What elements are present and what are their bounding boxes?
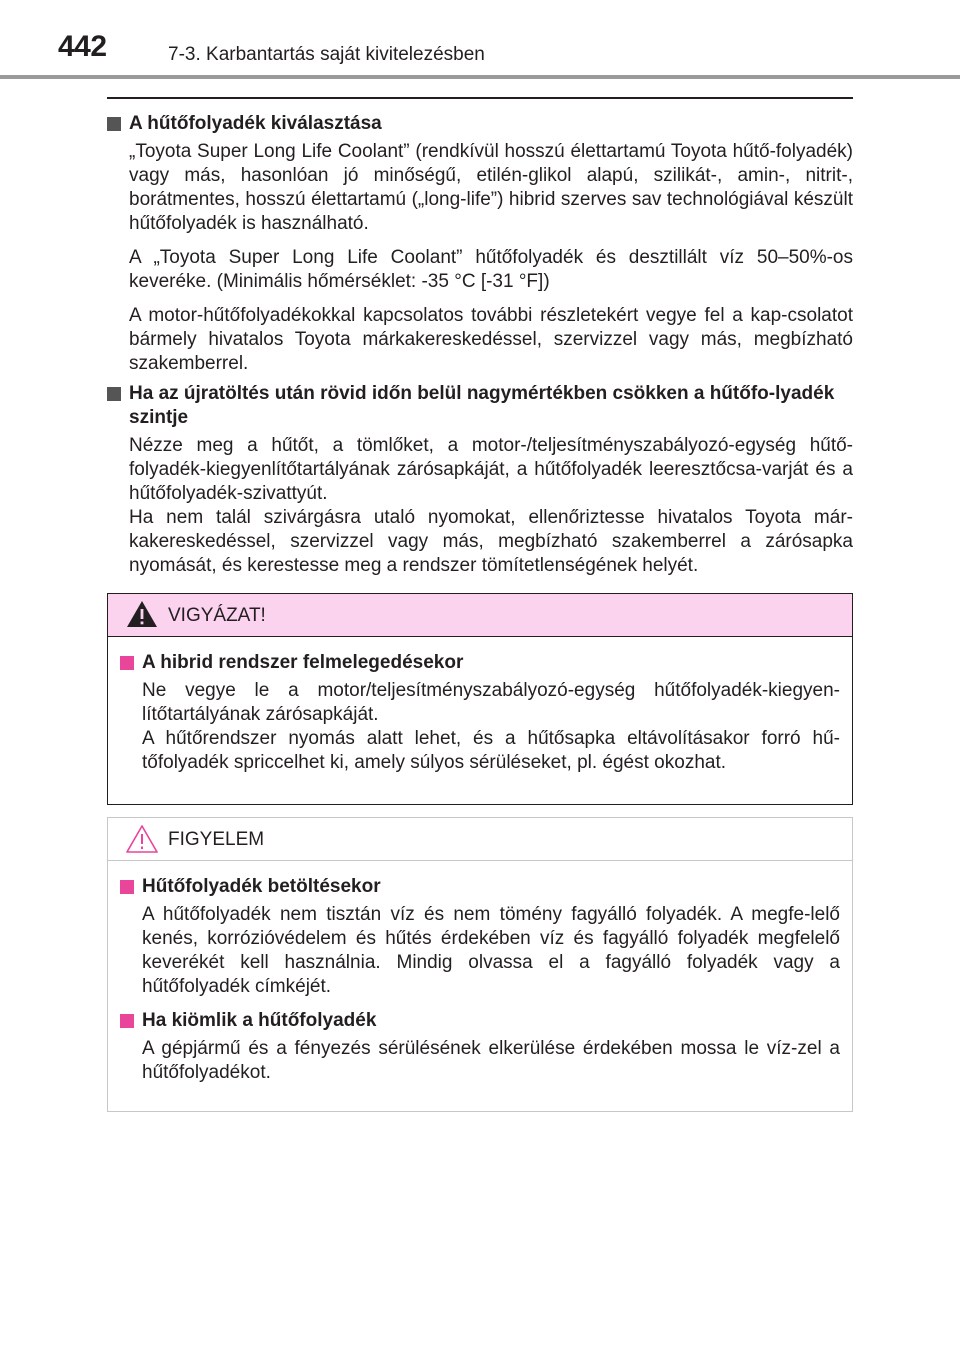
bullet-square-icon [120,656,134,670]
paragraph: „Toyota Super Long Life Coolant” (rendkívül hosszú élettartamú Toyota hűtő-folyadék) vagy más, hasonlóan jó minőségű, etilén-glikol alapú, szilikát-, amin-, nitrit-, borátmentes, hosszú élettartamú („long-life”) hibrid szerves sav technológiával készült hűtőfolyadék is használható. [129,141,853,234]
paragraph: A „Toyota Super Long Life Coolant” hűtőfolyadék és desztillált víz 50–50%-os keveréke. (Minimális hőmérséklet: -35 °C [-31 °F]) [129,247,853,292]
notice-item-title: Ha kiömlik a hűtőfolyadék [120,1009,840,1033]
notice-item-title: Hűtőfolyadék betöltésekor [120,875,840,899]
caution-title: A hibrid rendszer felmelegedésekor [120,651,840,675]
section-title: Ha az újratöltés után rövid időn belül nagymértékben csökken a hűtőfo-lyadék szintje [107,382,853,430]
page-header [0,0,960,78]
header-divider [0,75,960,79]
bullet-square-icon [120,1014,134,1028]
paragraph: A motor-hűtőfolyadékokkal kapcsolatos további részletekért vegye fel a kap-csolatot bármely hivatalos Toyota márkakereskedéssel, szervizzel vagy más, megbízható szakemberrel. [129,305,853,374]
caution-label: VIGYÁZAT! [168,605,266,626]
bullet-square-icon [107,387,121,401]
bullet-square-icon [120,880,134,894]
page-number: 442 [58,30,107,63]
warning-triangle-icon [126,600,158,628]
notice-label: FIGYELEM [168,829,265,850]
chapter-title: 7-3. Karbantartás saját kivitelezésben [168,44,485,65]
section-divider [107,97,853,99]
caution-box [107,593,853,805]
notice-body [108,861,852,1101]
main-content [107,106,853,578]
section-coolant-level-drop [107,382,853,578]
bullet-square-icon [107,117,121,131]
paragraph: Ne vegye le a motor/teljesítményszabályozó-egység hűtőfolyadék-kiegyen-lítőtartályának zárósapkáját. [142,680,840,725]
notice-box [107,817,853,1112]
paragraph: Ha nem talál szivárgásra utaló nyomokat, ellenőriztesse hivatalos Toyota már-kakereskedéssel, szervizzel vagy más, megbízható szakemberrel a zárósapka nyomását, és kerestesse meg a rendszer tömítetlenségének helyét. [129,507,853,576]
caution-body [108,637,852,791]
paragraph: Nézze meg a hűtőt, a tömlőket, a motor-/teljesítményszabályozó-egység hűtő-folyadék-kiegyenlítőtartályának zárósapkáját, a hűtőfolyadék leeresztőcsa-varját és a hűtőfolyadék-szivattyút. [129,435,853,504]
paragraph: A hűtőfolyadék nem tisztán víz és nem tömény fagyálló folyadék. A megfe-lelő kenés, korrózióvédelem és hűtés érdekében víz és fagyálló folyadék megfelelő keverékét kell használnia. Mindig olvassa el a fagyálló folyadék vagy a hűtőfolyadék címkéjét. [142,904,840,997]
notice-triangle-icon [126,824,158,854]
paragraph: A gépjármű és a fényezés sérülésének elkerülése érdekében mossa le víz-zel a hűtőfolyadékot. [142,1038,840,1083]
section-title: A hűtőfolyadék kiválasztása [107,112,853,136]
caution-header [108,594,852,637]
paragraph: A hűtőrendszer nyomás alatt lehet, és a hűtősapka eltávolításakor forró hű-tőfolyadék spriccelhet ki, amely súlyos sérüléseket, pl. égést okozhat. [142,728,840,773]
section-coolant-selection [107,112,853,376]
notice-header [108,818,852,861]
